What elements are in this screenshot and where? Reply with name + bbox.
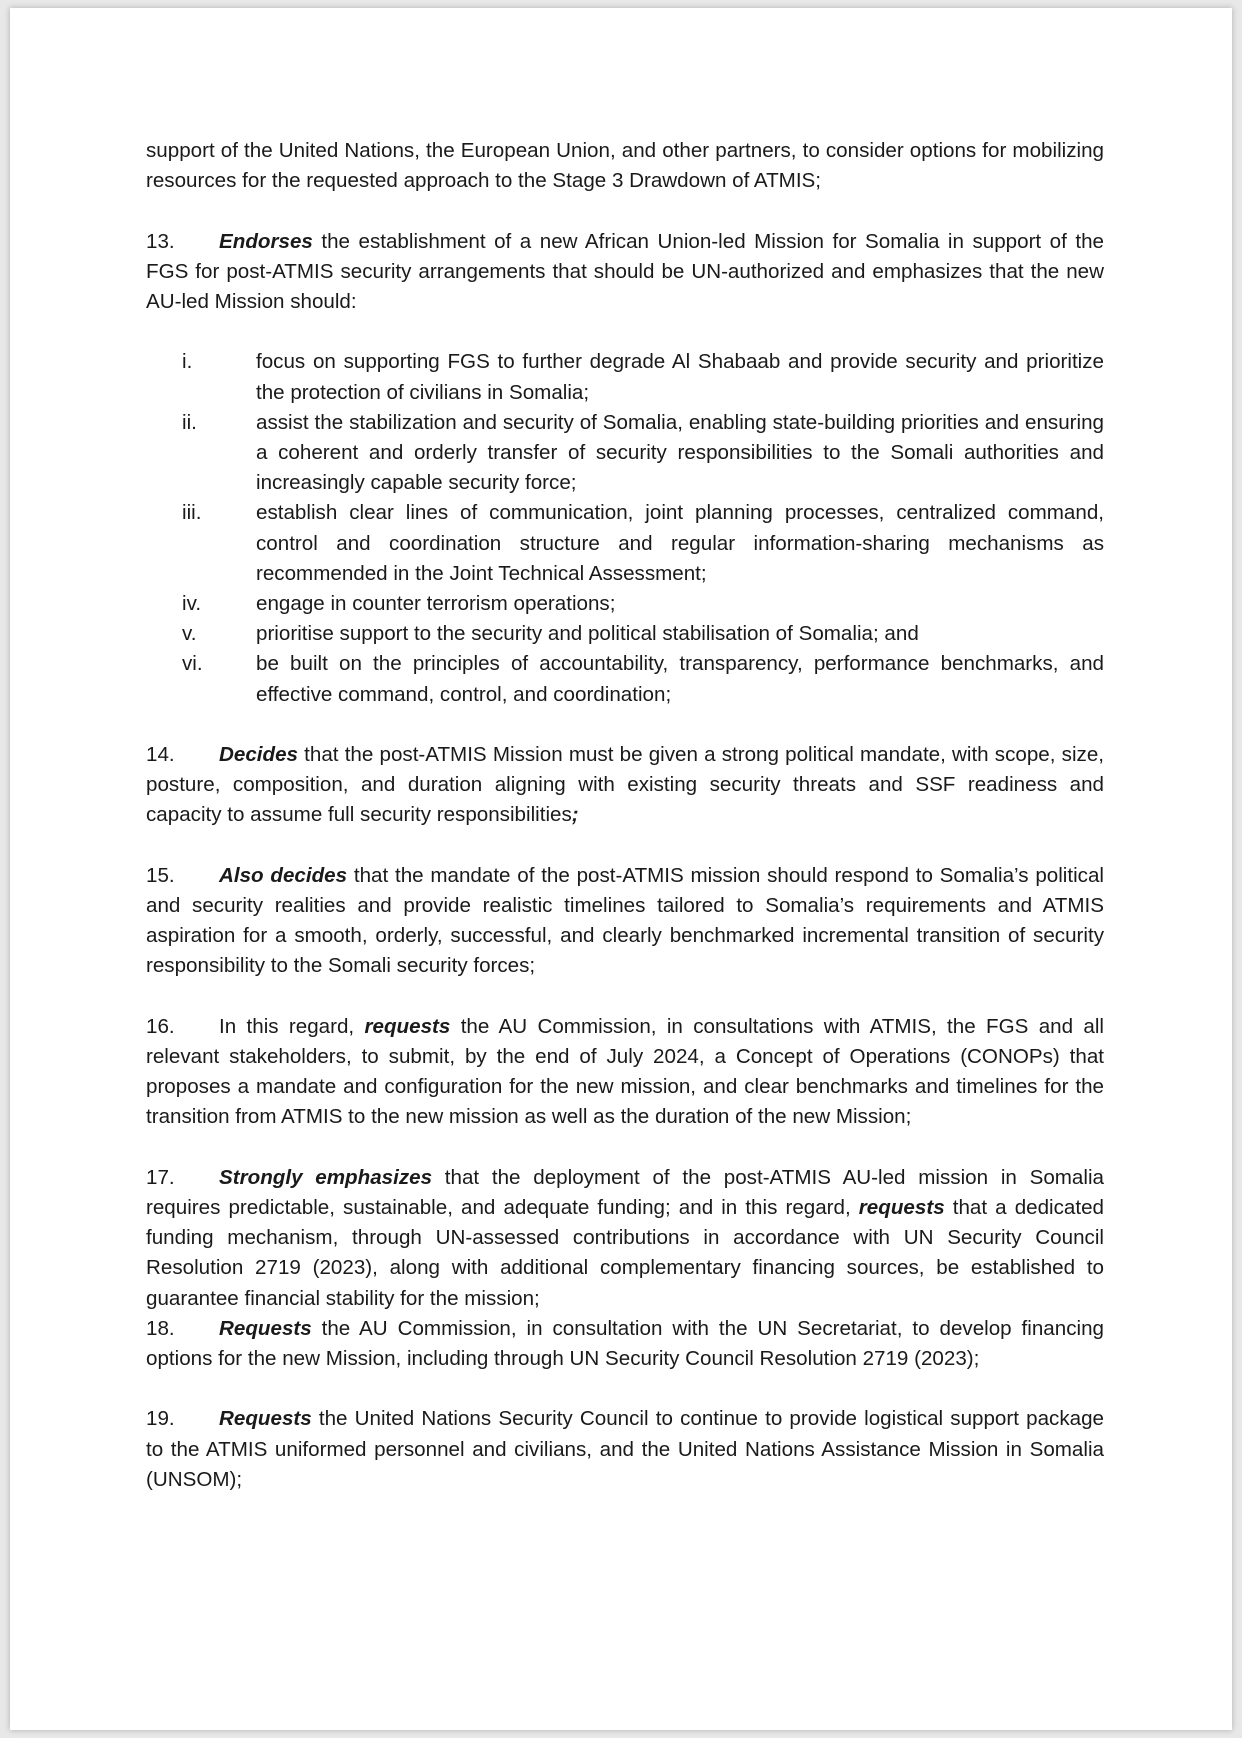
list-item-text: assist the stabilization and security of Somalia, enabling state-building priorities and ensuring a coherent and orderly transfer of security responsibilities to the Somali authorities and increasingly capable security force; (256, 410, 1104, 495)
paragraph-17 (146, 1163, 1104, 1314)
sub-item-list (146, 347, 1104, 709)
operative-verb-secondary: requests (858, 1196, 945, 1220)
paragraph-lead-in: In this regard, (219, 1014, 365, 1038)
paragraph-number: 17. (146, 1165, 175, 1189)
paragraph-end-punctuation: ; (571, 803, 579, 827)
operative-verb: Endorses (219, 229, 313, 253)
paragraph-text: the AU Commission, in consultations with ATMIS, the FGS and all relevant stakeholders, to submit, by the end of July 2024, a Concept of Operations (CONOPs) that proposes a mandate and configuration for the new mission, and clear benchmarks and timelines for the transition from ATMIS to the new mission as well as the duration of the new Mission; (146, 1014, 1104, 1129)
list-item-text: engage in counter terrorism operations; (256, 592, 616, 616)
list-item (146, 498, 1104, 589)
intro-text: support of the United Nations, the European Union, and other partners, to consider options for mobilizing resources for the requested approach to the Stage 3 Drawdown of ATMIS; (146, 139, 1104, 193)
list-item-text: be built on the principles of accountability, transparency, performance benchmarks, and effective command, control, and coordination; (256, 652, 1104, 706)
list-item (146, 589, 1104, 619)
paragraph-text: the AU Commission, in consultation with the UN Secretariat, to develop financing options for the new Mission, including through UN Security Council Resolution 2719 (2023); (146, 1316, 1104, 1371)
list-item (146, 347, 1104, 407)
list-item (146, 619, 1104, 649)
paragraph-16 (146, 1012, 1104, 1133)
paragraph-14 (146, 740, 1104, 831)
operative-verb: Requests (219, 1407, 312, 1431)
paragraph-number: 13. (146, 229, 175, 253)
paragraph-18 (146, 1314, 1104, 1374)
paragraph-text: that the mandate of the post-ATMIS mission should respond to Somalia’s political and security realities and provide realistic timelines tailored to Somalia’s requirements and ATMIS aspiration for a smooth, orderly, successful, and clearly benchmarked incremental transition of security responsibility to the Somali security forces; (146, 863, 1105, 978)
paragraph-text: that the deployment of the post-ATMIS AU-led mission in Somalia requires predictable, sustainable, and adequate funding; and in this regard, (146, 1165, 1104, 1220)
list-marker: iv. (182, 592, 202, 616)
paragraph-number: 16. (146, 1014, 175, 1038)
list-marker: v. (182, 622, 197, 646)
paragraph-number: 19. (146, 1407, 175, 1431)
list-item (146, 408, 1104, 499)
document-body (146, 136, 1104, 1525)
paragraph-19 (146, 1404, 1104, 1495)
operative-verb: requests (364, 1014, 451, 1038)
list-item (146, 649, 1104, 709)
list-marker: ii. (182, 410, 197, 434)
paragraph-15 (146, 861, 1104, 982)
list-item-text: focus on supporting FGS to further degrade Al Shabaab and provide security and prioritize the protection of civilians in Somalia; (256, 350, 1104, 404)
paragraph-13 (146, 227, 1104, 318)
operative-verb: Also decides (219, 863, 348, 887)
paragraph-number: 18. (146, 1316, 175, 1340)
list-item-text: prioritise support to the security and political stabilisation of Somalia; and (256, 622, 919, 646)
paragraph-text: that the post-ATMIS Mission must be given a strong political mandate, with scope, size, posture, composition, and duration aligning with existing security threats and SSF readiness and capacity to assume full security responsibilities (146, 743, 1104, 827)
paragraph-number: 15. (146, 863, 175, 887)
paragraph-number: 14. (146, 743, 175, 767)
intro-paragraph (146, 136, 1104, 196)
operative-verb: Requests (219, 1316, 312, 1340)
paragraph-text-continued: that a dedicated funding mechanism, through UN-assessed contributions in accordance with UN Security Council Resolution 2719 (2023), along with additional complementary financing sources, be established to guarantee financial stability for the mission; (146, 1196, 1105, 1310)
list-marker: iii. (182, 501, 202, 525)
operative-verb: Strongly emphasizes (219, 1165, 433, 1189)
operative-verb: Decides (219, 743, 298, 767)
list-item-text: establish clear lines of communication, joint planning processes, centralized command, control and coordination structure and regular information-sharing mechanisms as recommended in the Joint Technical Assessment; (256, 501, 1104, 585)
document-page (10, 8, 1232, 1730)
list-marker: vi. (182, 652, 203, 676)
paragraph-text: the United Nations Security Council to continue to provide logistical support package to the ATMIS uniformed personnel and civilians, and the United Nations Assistance Mission in Somalia (UNSOM); (146, 1407, 1104, 1491)
list-marker: i. (182, 350, 193, 374)
paragraph-text: the establishment of a new African Union-led Mission for Somalia in support of the FGS for post-ATMIS security arrangements that should be UN-authorized and emphasizes that the new AU-led Mission should: (146, 229, 1104, 313)
